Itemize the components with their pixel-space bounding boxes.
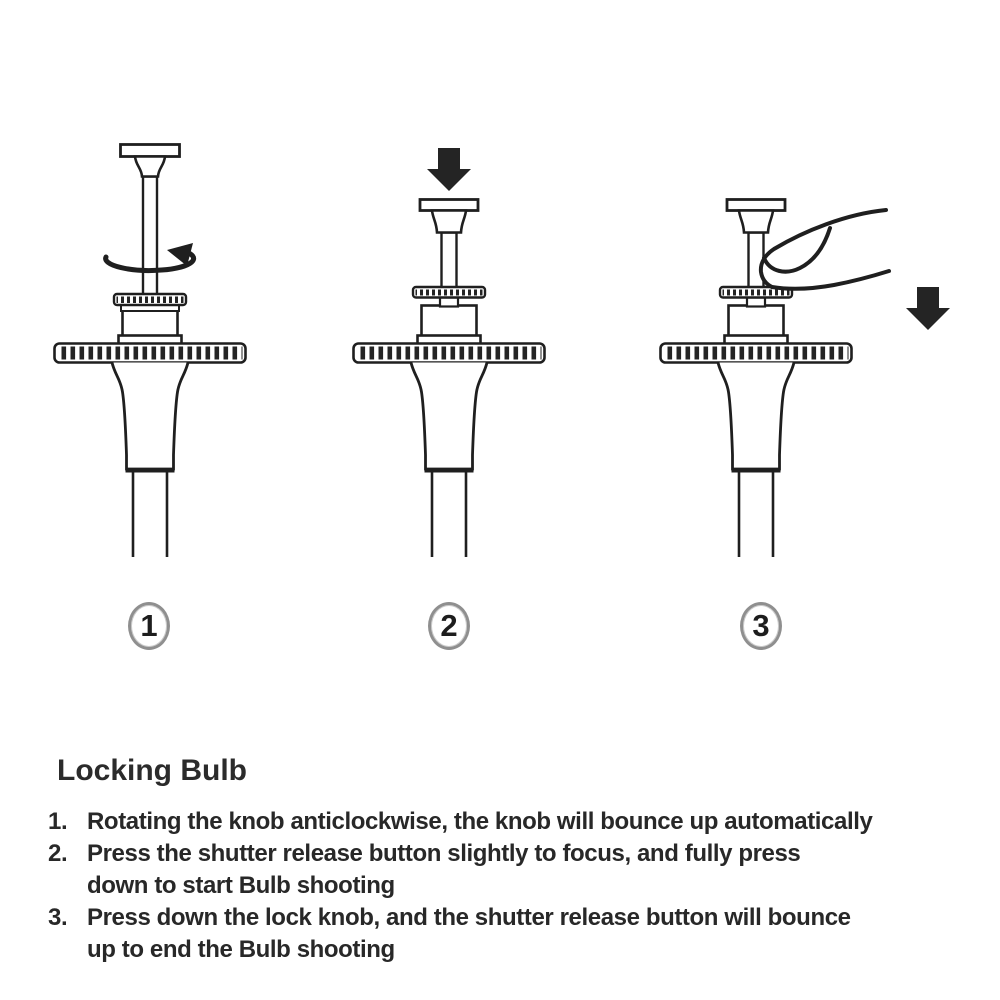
diagram-step-1-release-up xyxy=(55,145,246,558)
section-title: Locking Bulb xyxy=(57,754,247,787)
instruction-item-1 xyxy=(48,806,998,838)
instruction-text: Rotating the knob anticlockwise, the knob will bounce up automatically xyxy=(87,808,873,835)
press-down-arrow-icon xyxy=(427,148,471,191)
diagram-step-3-press-lock xyxy=(661,200,951,558)
instruction-item-3 xyxy=(48,902,998,966)
step-number-badge-2: 2 xyxy=(428,602,470,650)
instruction-number: 2. xyxy=(48,840,68,867)
instruction-number: 1. xyxy=(48,808,68,835)
step-number-badge-1: 1 xyxy=(128,602,170,650)
instruction-item-2 xyxy=(48,838,998,902)
step-number-badge-3: 3 xyxy=(740,602,782,650)
press-down-arrow-icon xyxy=(906,287,950,330)
instruction-text: Press down the lock knob, and the shutter release button will bounce up to end the Bulb shooting xyxy=(87,904,851,963)
diagram-step-2-press-shutter xyxy=(354,148,545,557)
instruction-number: 3. xyxy=(48,904,68,931)
instruction-list xyxy=(48,806,998,966)
finger-press-icon xyxy=(761,210,889,289)
instruction-text: Press the shutter release button slightly to focus, and fully press down to start Bulb shooting xyxy=(87,840,801,899)
